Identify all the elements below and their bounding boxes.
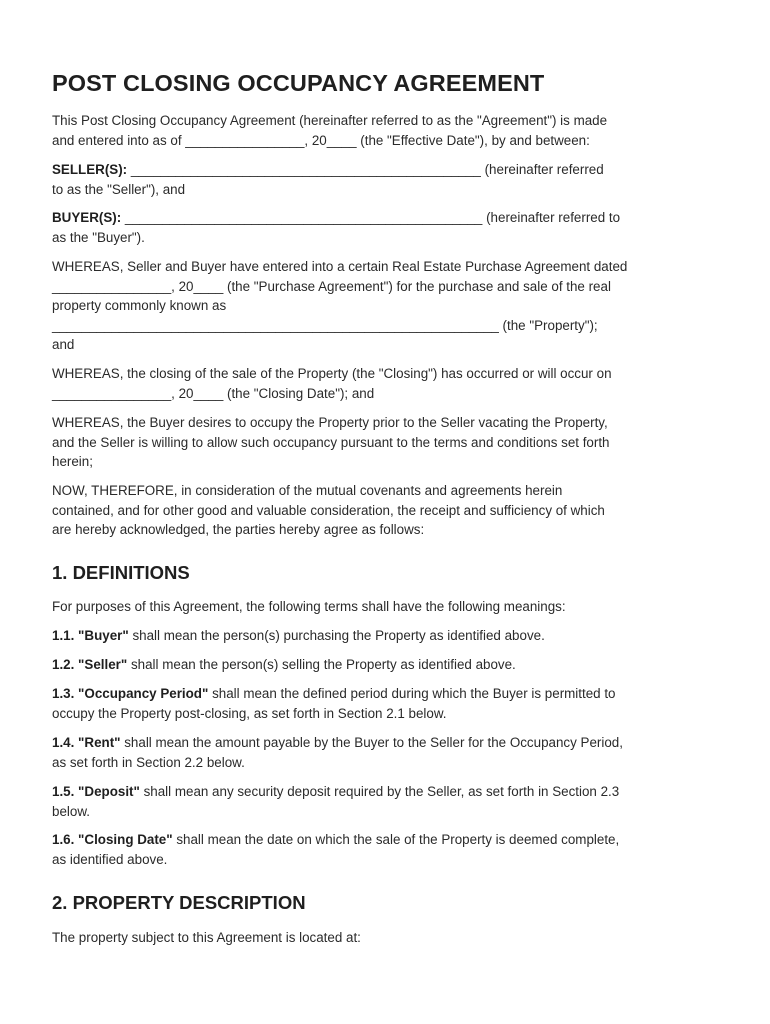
whereas1-line-4: ____________________________________________________________ (the "Property"); (52, 317, 598, 333)
definition-item-3 (52, 684, 724, 723)
whereas-occupancy-paragraph (52, 413, 724, 472)
definition-text-1: shall mean the person(s) purchasing the Property as identified above. (128, 628, 545, 643)
now-therefore-paragraph (52, 481, 724, 540)
definition-text-5-cont: below. (52, 803, 90, 819)
definition-item-1 (52, 626, 724, 646)
definition-text-2: shall mean the person(s) selling the Property as identified above. (127, 657, 516, 672)
seller-paragraph (52, 160, 724, 199)
definition-item-4 (52, 733, 724, 772)
definition-term-2: 1.2. "Seller" (52, 657, 128, 672)
definition-term-4: 1.4. "Rent" (52, 735, 121, 750)
definitions-intro: For purposes of this Agreement, the following terms shall have the following meanings: (52, 599, 566, 614)
document-title: POST CLOSING OCCUPANCY AGREEMENT (52, 70, 545, 96)
now-therefore-line-1: NOW, THEREFORE, in consideration of the mutual covenants and agreements herein (52, 483, 563, 498)
definition-text-4-cont: as set forth in Section 2.2 below. (52, 754, 245, 770)
definition-text-3: shall mean the defined period during which the Buyer is permitted to (208, 686, 616, 701)
definition-text-6-cont: as identified above. (52, 851, 168, 867)
whereas2-line-1: WHEREAS, the closing of the sale of the Property (the "Closing") has occurred or will occur on (52, 366, 612, 381)
intro-paragraph (52, 111, 724, 150)
section-2-heading: 2. PROPERTY DESCRIPTION (52, 892, 306, 913)
whereas3-line-3: herein; (52, 454, 93, 469)
definition-term-5: 1.5. "Deposit" (52, 784, 140, 799)
whereas1-line-2: ________________, 20____ (the "Purchase Agreement") for the purchase and sale of the real (52, 278, 611, 294)
whereas3-line-1: WHEREAS, the Buyer desires to occupy the Property prior to the Seller vacating the Property, (52, 415, 608, 430)
whereas1-line-5: and (52, 337, 75, 352)
definition-text-4: shall mean the amount payable by the Buyer to the Seller for the Occupancy Period, (120, 735, 623, 750)
whereas1-line-3: property commonly known as (52, 298, 227, 313)
intro-line-1: This Post Closing Occupancy Agreement (hereinafter referred to as the "Agreement") is made (52, 113, 608, 128)
intro-line-2: and entered into as of ________________, 20____ (the "Effective Date"), by and between: (52, 132, 590, 148)
definition-item-5 (52, 782, 724, 821)
definition-term-1: 1.1. "Buyer" (52, 628, 129, 643)
buyer-label: BUYER(S): (52, 210, 122, 225)
seller-line-1: _______________________________________________ (hereinafter referred (127, 162, 604, 177)
definition-text-5: shall mean any security deposit required by the Seller, as set forth in Section 2.3 (139, 784, 620, 799)
section-1-heading: 1. DEFINITIONS (52, 562, 190, 583)
definition-item-6 (52, 830, 724, 869)
whereas-closing-paragraph (52, 364, 724, 403)
whereas2-line-2: ________________, 20____ (the "Closing Date"); and (52, 385, 375, 401)
property-description-intro: The property subject to this Agreement is located at: (52, 930, 361, 945)
whereas-purchase-paragraph (52, 257, 724, 355)
seller-line-2: to as the "Seller"), and (52, 181, 186, 197)
definition-text-3-cont: occupy the Property post-closing, as set forth in Section 2.1 below. (52, 705, 447, 721)
definition-term-6: 1.6. "Closing Date" (52, 832, 173, 847)
definition-item-2 (52, 655, 724, 675)
whereas1-line-1: WHEREAS, Seller and Buyer have entered into a certain Real Estate Purchase Agreement dated (52, 259, 628, 274)
buyer-paragraph (52, 208, 724, 247)
now-therefore-line-3: are hereby acknowledged, the parties hereby agree as follows: (52, 522, 425, 537)
now-therefore-line-2: contained, and for other good and valuable consideration, the receipt and sufficiency of which (52, 502, 605, 518)
seller-label: SELLER(S): (52, 162, 128, 177)
buyer-line-2: as the "Buyer"). (52, 229, 145, 245)
buyer-line-1: ________________________________________________ (hereinafter referred to (121, 210, 621, 225)
whereas3-line-2: and the Seller is willing to allow such occupancy pursuant to the terms and conditions set forth (52, 434, 610, 450)
definition-text-6: shall mean the date on which the sale of the Property is deemed complete, (172, 832, 620, 847)
definition-term-3: 1.3. "Occupancy Period" (52, 686, 209, 701)
